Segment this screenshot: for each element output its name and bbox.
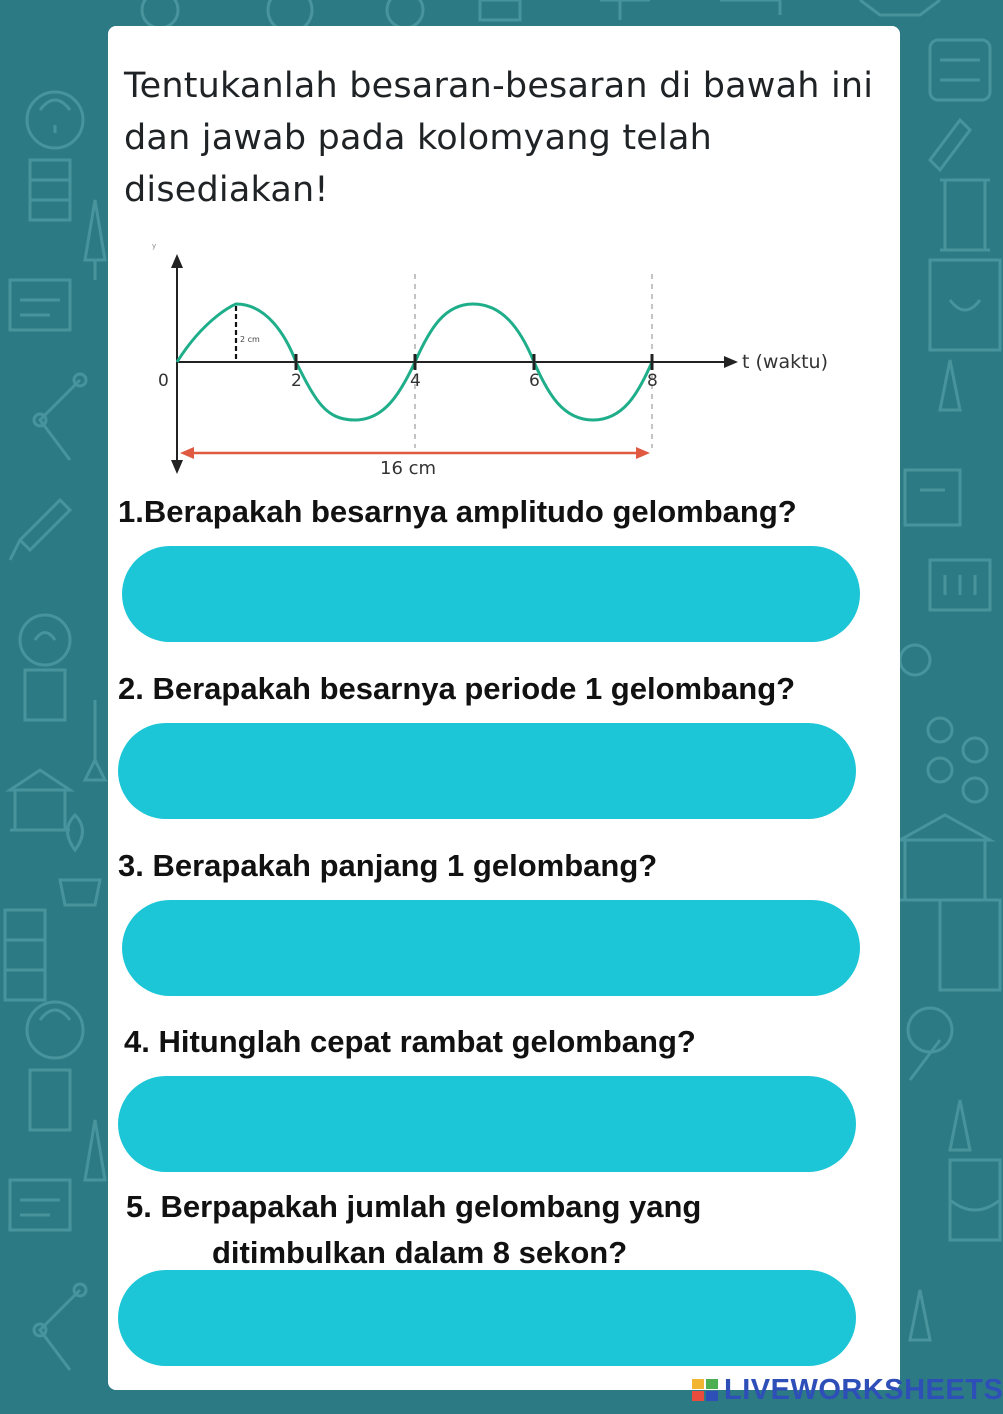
answer-field-5[interactable]: [118, 1270, 856, 1366]
instruction-text: Tentukanlah besaran-besaran di bawah ini dan jawab pada kolomyang telah disediakan!: [124, 66, 874, 210]
tick-label-6: 6: [529, 371, 540, 391]
tick-label-4: 4: [410, 371, 421, 391]
amplitude-label: 2 cm: [240, 335, 260, 344]
worksheet-card: [108, 26, 900, 1390]
brand-name: LIVEWORKSHEETS: [724, 1373, 1003, 1406]
question-5: [126, 1184, 701, 1276]
tick-label-2: 2: [291, 371, 302, 391]
liveworksheets-logo-icon: [690, 1375, 720, 1405]
x-axis-arrow: [724, 356, 738, 368]
answer-field-2[interactable]: [118, 723, 856, 819]
question-5-line-2: ditimbulkan dalam 8 sekon?: [212, 1235, 628, 1270]
y-axis-arrow-up: [171, 254, 183, 268]
length-label: 16 cm: [380, 458, 437, 479]
question-3: 3. Berapakah panjang 1 gelombang?: [118, 848, 658, 883]
tick-label-8: 8: [647, 371, 658, 391]
answer-field-1[interactable]: [122, 546, 860, 642]
answer-field-4[interactable]: [118, 1076, 856, 1172]
answer-field-3[interactable]: [122, 900, 860, 996]
y-axis-arrow-down: [171, 460, 183, 474]
question-2: 2. Berapakah besarnya periode 1 gelombang?: [118, 671, 796, 706]
length-arrow-left-head: [180, 447, 194, 459]
liveworksheets-brand: [690, 1372, 1003, 1408]
wave-diagram: [140, 216, 860, 479]
question-1: 1.Berapakah besarnya amplitudo gelombang?: [118, 494, 797, 529]
question-5-line-1: 5. Berpapakah jumlah gelombang yang: [126, 1189, 702, 1224]
question-4: 4. Hitunglah cepat rambat gelombang?: [124, 1024, 696, 1059]
origin-label: 0: [158, 371, 169, 391]
length-arrow-right-head: [636, 447, 650, 459]
svg-text:y: y: [152, 242, 157, 250]
x-axis-label: t (waktu): [742, 351, 828, 373]
